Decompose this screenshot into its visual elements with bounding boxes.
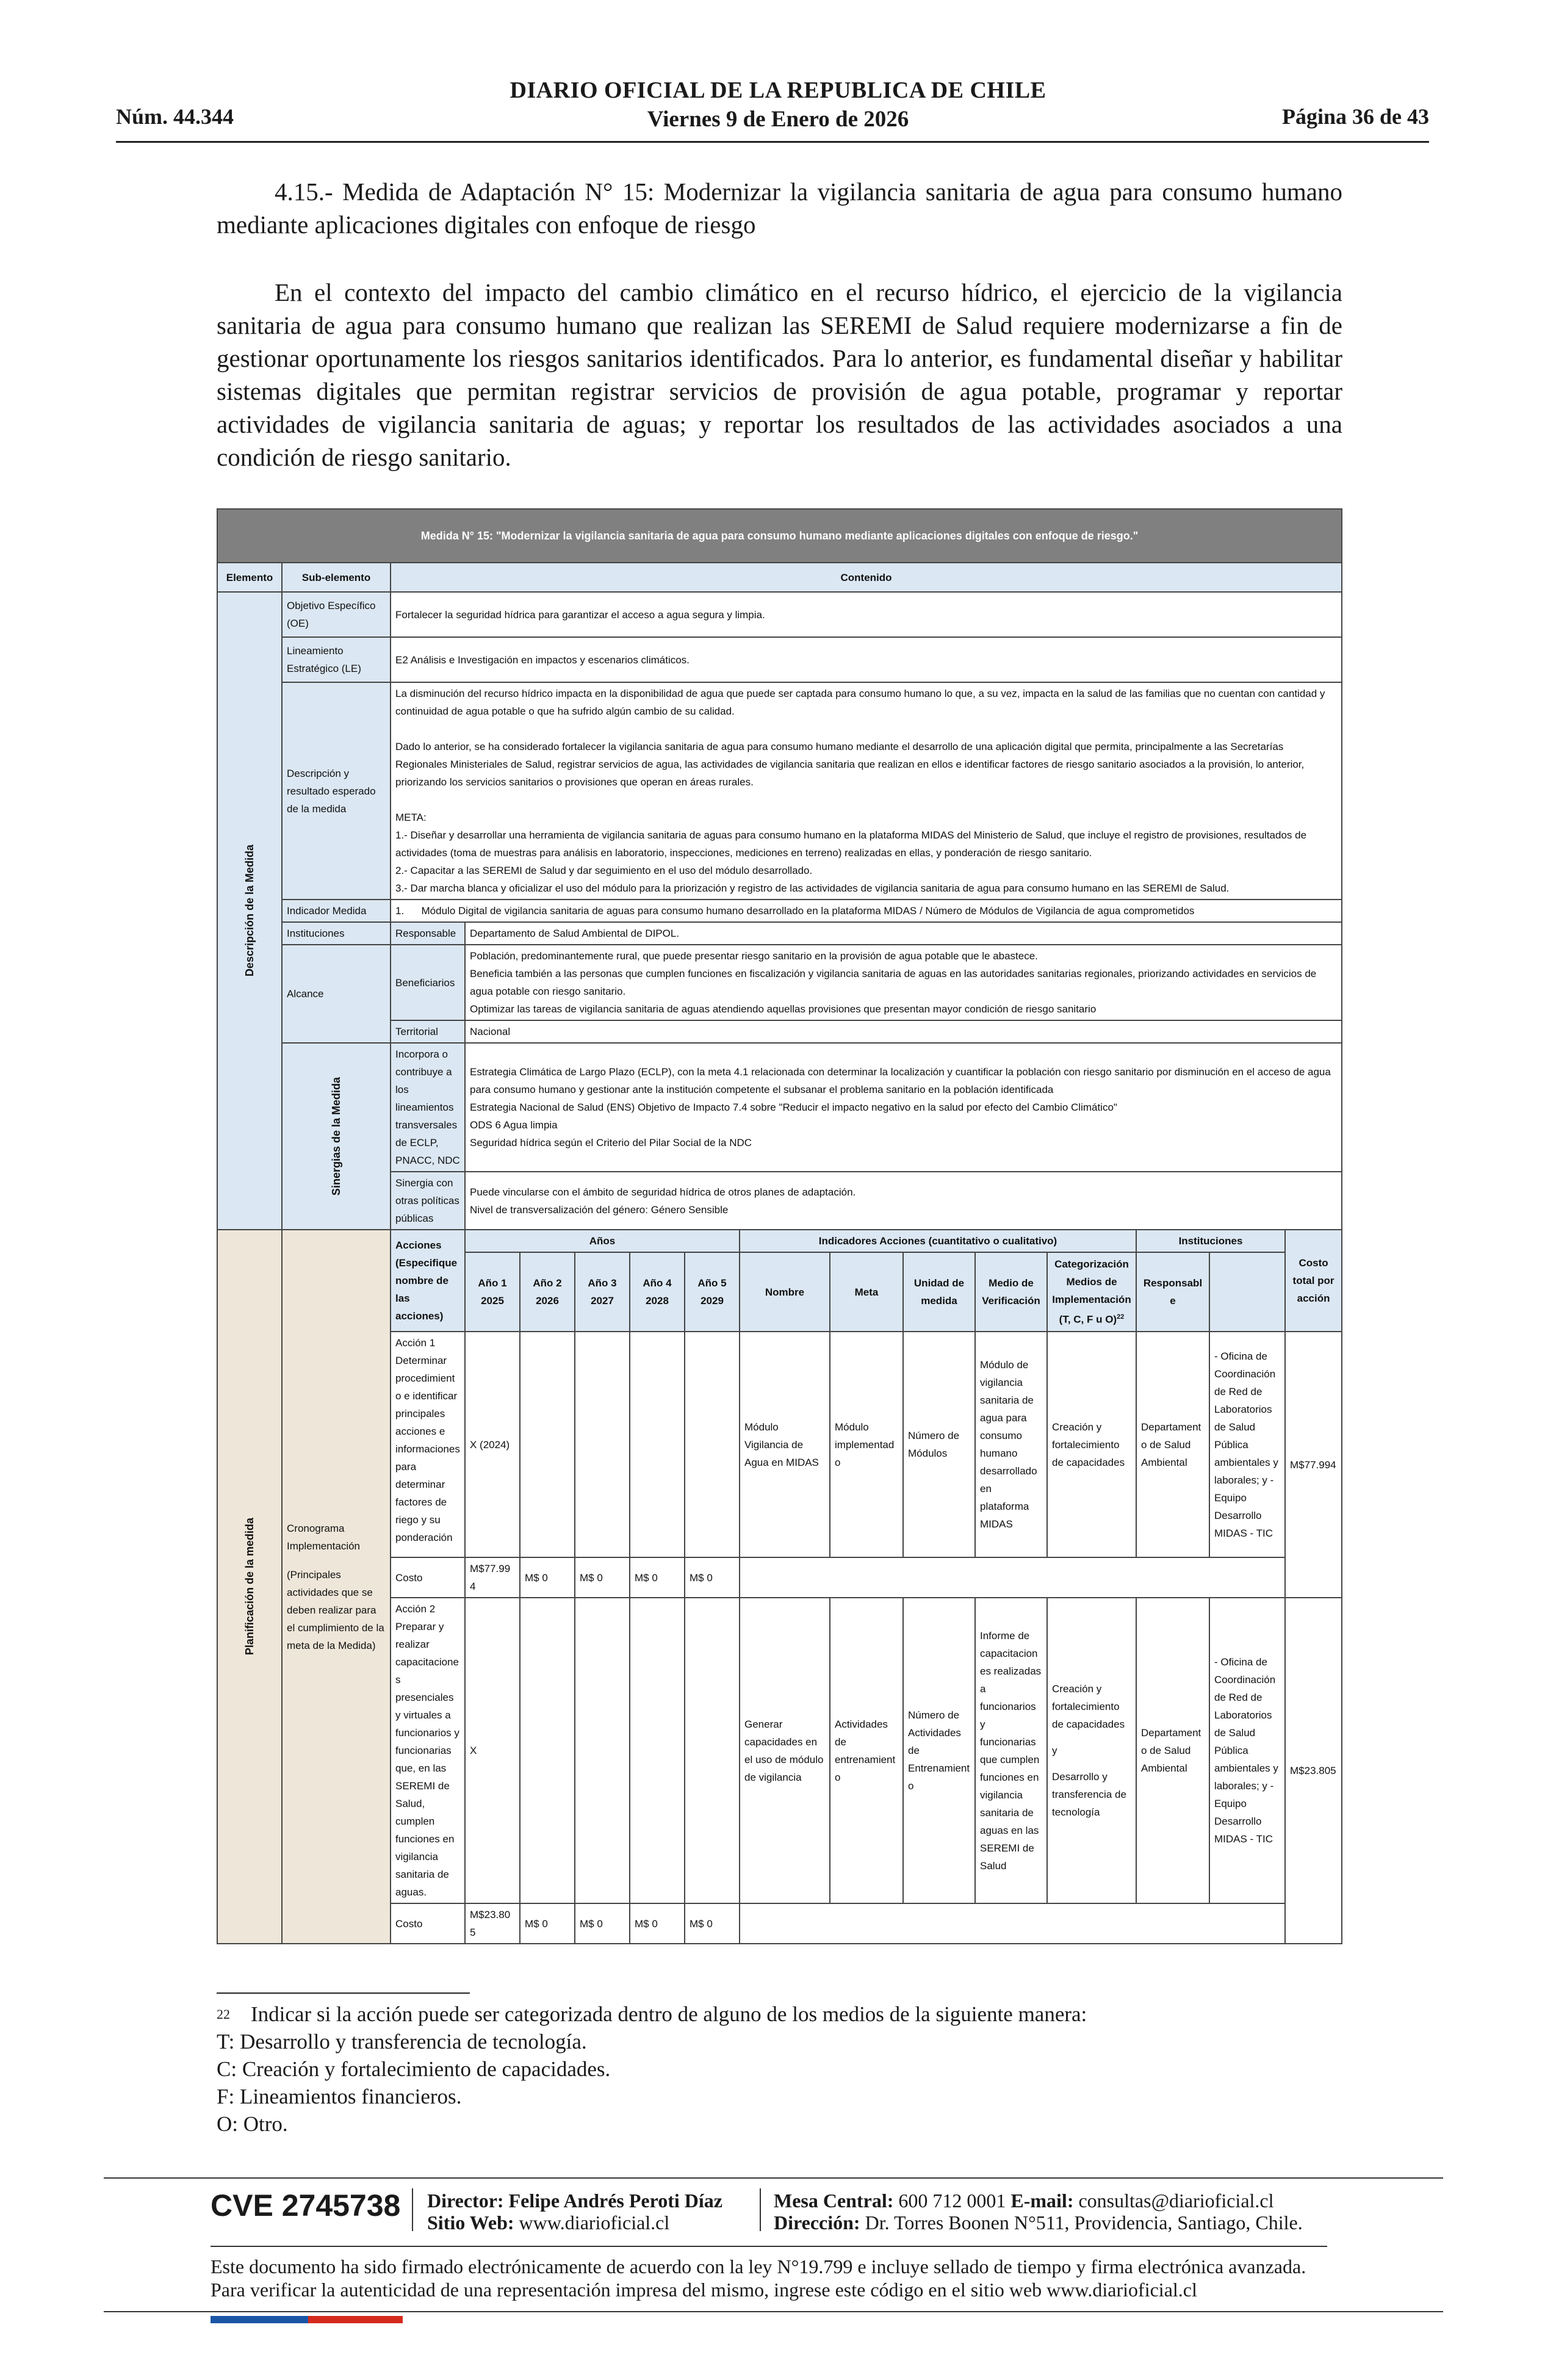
alc-benef-3: Optimizar las tareas de vigilancia sanitaria de aguas atendiendo aquellas provisiones que presentan mayor condición de riesgo sanitario	[470, 1003, 1097, 1015]
crono-label	[282, 1230, 391, 1944]
footer-separator-1	[412, 2188, 413, 2231]
ind-text: 1. Módulo Digital de vigilancia sanitaria de aguas para consumo humano desarrollado en la plataforma MIDAS / Número de Módulos de Vigilancia de agua comprometidos	[391, 900, 1342, 922]
alc-benef-text	[465, 945, 1342, 1020]
section-heading	[217, 175, 1342, 241]
a2-costo-y3: M$ 0	[575, 1903, 630, 1944]
a2-otras: - Oficina de Coordinación de Red de Laboratorios de Salud Pública ambientales y laborales; y - Equipo Desarrollo MIDAS - TIC	[1209, 1598, 1285, 1903]
h-costo: Costo total por acción	[1285, 1230, 1342, 1332]
footer-divider-mid	[211, 2246, 1327, 2247]
footer-director-block	[427, 2190, 722, 2234]
table-title: Medida N° 15: "Modernizar la vigilancia sanitaria de agua para consumo humano mediante aplicaciones digitales con enfoque de riesgo."	[217, 509, 1342, 563]
a2-costo-y2: M$ 0	[520, 1903, 575, 1944]
footnote-intro-text: Indicar si la acción puede ser categorizada dentro de alguno de los medios de la siguiente manera:	[251, 2002, 1087, 2026]
section-heading-text: 4.15.- Medida de Adaptación N° 15: Modernizar la vigilancia sanitaria de agua para consumo humano mediante aplicaciones digitales con enfoque de riesgo	[217, 178, 1342, 239]
a2-categ-1: Creación y fortalecimiento de capacidades	[1052, 1683, 1125, 1730]
a1-costo-y5: M$ 0	[685, 1557, 740, 1598]
h-categ-text: Categorización Medios de Implementación (T, C, F u O)	[1052, 1258, 1131, 1325]
alc-terr-label: Territorial	[391, 1020, 465, 1043]
a1-categ: Creación y fortalecimiento de capacidades	[1047, 1332, 1136, 1557]
a1-unidad: Número de Módulos	[903, 1332, 975, 1557]
col-contenido: Contenido	[391, 563, 1342, 592]
h-year-2: Año 2 2026	[520, 1252, 575, 1332]
masthead	[427, 77, 1129, 132]
h-categ-footnote-ref: 22	[1117, 1313, 1125, 1321]
sin-content	[465, 1043, 1342, 1172]
a2-costo-label: Costo	[391, 1903, 465, 1944]
a2-categ	[1047, 1598, 1136, 1903]
alc-label: Alcance	[282, 945, 391, 1043]
desc-meta-2: 2.- Capacitar a las SEREMI de Salud y dar seguimiento en el uso del módulo desarrollado.	[395, 865, 813, 876]
a1-costo-label: Costo	[391, 1557, 465, 1598]
h-unidad: Unidad de medida	[903, 1252, 975, 1332]
issue-date: Viernes 9 de Enero de 2026	[647, 107, 909, 132]
sin-2: Estrategia Nacional de Salud (ENS) Objetivo de Impacto 7.4 sobre "Reducir el impacto negativo en la salud por efecto del Cambio Climático"	[470, 1102, 1117, 1113]
a1-medio: Módulo de vigilancia sanitaria de agua para consumo humano desarrollado en plataforma MIDAS	[975, 1332, 1047, 1557]
sin-4: Seguridad hídrica según el Criterio del Pilar Social de la NDC	[470, 1137, 752, 1149]
elem-sinergias-label: Sinergias de la Medida	[330, 1076, 342, 1196]
a1-nombre: Módulo Vigilancia de Agua en MIDAS	[740, 1332, 830, 1557]
alc-benef-label: Beneficiarios	[391, 945, 465, 1020]
col-subelemento: Sub-elemento	[282, 563, 391, 592]
a2-categ-2: Desarrollo y transferencia de tecnología	[1052, 1771, 1126, 1818]
elem-planificacion	[217, 1230, 282, 1944]
email-link[interactable]: consultas@diarioficial.cl	[1078, 2190, 1274, 2212]
a1-costo-total: M$77.994	[1285, 1332, 1342, 1598]
footer-legal: Este documento ha sido firmado electrónicamente de acuerdo con la ley N°19.799 e incluye sellado de tiempo y firma electrónica avanzada. Para verificar la autenticidad de una representación impresa del mismo, ingrese este código en el sitio web www.diarioficial.cl	[211, 2256, 1306, 2301]
sin-label: Incorpora o contribuye a los lineamientos transversales de ECLP, PNACC, NDC	[391, 1043, 465, 1172]
direccion-text: Dr. Torres Boonen N°511, Providencia, Santiago, Chile.	[865, 2212, 1303, 2234]
measure-table-grid	[217, 508, 1342, 1944]
h-year-4: Año 4 2028	[630, 1252, 685, 1332]
a1-y5	[685, 1332, 740, 1557]
a1-costo-rest	[740, 1557, 1285, 1598]
a2-costo-y1: M$23.805	[465, 1903, 520, 1944]
h-otras	[1209, 1252, 1285, 1332]
a2-categ-y: y	[1052, 1745, 1057, 1756]
h-year-3: Año 3 2027	[575, 1252, 630, 1332]
ind-label: Indicador Medida	[282, 900, 391, 922]
h-medio: Medio de Verificación	[975, 1252, 1047, 1332]
elem-sinergias	[282, 1043, 391, 1230]
desc-meta-1: 1.- Diseñar y desarrollar una herramienta de vigilancia sanitaria de aguas para consumo humano en la plataforma MIDAS del Ministerio de Salud, que incluye el registro de provisiones, resultados de actividades (toma de muestras para análisis en laboratorio, inspecciones, mediciones en terreno) realizadas en ellas, y ponderación de riesgo sanitario.	[395, 829, 1307, 859]
measure-table	[217, 508, 1341, 1944]
le-text: E2 Análisis e Investigación en impactos y escenarios climáticos.	[391, 637, 1342, 682]
intro-paragraph	[217, 276, 1342, 474]
sitio-link[interactable]: www.diarioficial.cl	[519, 2212, 670, 2234]
a2-accion: Acción 2 Preparar y realizar capacitaciones presenciales y virtuales a funcionarios y funcionarias que, en las SEREMI de Salud, cumplen funciones en vigilancia sanitaria de aguas.	[391, 1598, 465, 1903]
crono-subtitle: (Principales actividades que se deben realizar para el cumplimiento de la meta de la Medida)	[287, 1568, 384, 1651]
mesa-label: Mesa Central:	[774, 2190, 894, 2212]
elem-planificacion-label: Planificación de la medida	[243, 1518, 256, 1656]
h-instituciones: Instituciones	[1136, 1230, 1285, 1252]
page-indicator: Página 36 de 43	[1281, 104, 1429, 129]
alc-terr-text: Nacional	[465, 1020, 1342, 1043]
director-label: Director:	[427, 2190, 504, 2212]
footnote-c: C: Creación y fortalecimiento de capacidades.	[217, 2057, 611, 2081]
sinpol-1: Puede vincularse con el ámbito de seguridad hídrica de otros planes de adaptación.	[470, 1186, 856, 1198]
desc-meta: META:	[395, 812, 427, 823]
footnote-divider	[217, 1992, 470, 1994]
a2-costo-y4: M$ 0	[630, 1903, 685, 1944]
sinpol-2: Nivel de transversalización del género: Género Sensible	[470, 1203, 729, 1216]
h-indicadores: Indicadores Acciones (cuantitativo o cualitativo)	[740, 1230, 1136, 1252]
a2-costo-total: M$23.805	[1285, 1598, 1342, 1944]
a1-y1: X (2024)	[465, 1332, 520, 1557]
inst-resp-text: Departamento de Salud Ambiental de DIPOL.	[465, 922, 1342, 945]
footnote-o: O: Otro.	[217, 2112, 288, 2136]
footer-contact-block	[774, 2190, 1303, 2234]
footnote	[217, 2000, 1376, 2138]
footnote-f: F: Lineamientos financieros.	[217, 2085, 462, 2108]
a1-costo-y4: M$ 0	[630, 1557, 685, 1598]
crono-title: Cronograma Implementación	[287, 1522, 361, 1552]
h-categ	[1047, 1252, 1136, 1332]
desc-content	[391, 682, 1342, 900]
header-divider	[116, 141, 1429, 143]
email-label: E-mail:	[1010, 2190, 1074, 2212]
a1-otras: - Oficina de Coordinación de Red de Laboratorios de Salud Pública ambientales y laborales; y - Equipo Desarrollo MIDAS - TIC	[1209, 1332, 1285, 1557]
a1-y4	[630, 1332, 685, 1557]
a1-y2	[520, 1332, 575, 1557]
inst-resp-label: Responsable	[391, 922, 465, 945]
a1-costo-y2: M$ 0	[520, 1557, 575, 1598]
mesa-phone: 600 712 0001	[898, 2190, 1006, 2212]
desc-label: Descripción y resultado esperado de la medida	[282, 682, 391, 900]
a2-y2	[520, 1598, 575, 1903]
elem-descripcion	[217, 592, 282, 1230]
desc-p2: Dado lo anterior, se ha considerado fortalecer la vigilancia sanitaria de agua para consumo humano mediante el desarrollo de una aplicación digital que permita, principalmente a las Secretarías Regionales Ministeriales de Salud, registrar servicios de agua, las actividades de vigilancia sanitaria que realizan en ellos e identificar factores de riesgo sanitario asociados a la provisión, lo anterior, priorizando los servicios sanitarios o provisiones que operan en áreas rurales.	[395, 741, 1305, 788]
a2-y5	[685, 1598, 740, 1903]
h-responsable: Responsable	[1136, 1252, 1209, 1332]
a2-costo-rest	[740, 1903, 1285, 1944]
footnote-t: T: Desarrollo y transferencia de tecnología.	[217, 2030, 587, 2054]
a2-unidad: Número de Actividades de Entrenamiento	[903, 1598, 975, 1903]
director-name: Felipe Andrés Peroti Díaz	[508, 2190, 722, 2212]
a2-y3	[575, 1598, 630, 1903]
a1-responsable: Departamento de Salud Ambiental	[1136, 1332, 1209, 1557]
a1-costo-y1: M$77.994	[465, 1557, 520, 1598]
elem-descripcion-label: Descripción de la Medida	[243, 845, 256, 977]
oe-text: Fortalecer la seguridad hídrica para garantizar el acceso a agua segura y limpia.	[391, 592, 1342, 637]
alc-benef-1: Población, predominantemente rural, que puede presentar riesgo sanitario en la provisión de agua potable que le abastece.	[470, 950, 1038, 962]
h-year-5: Año 5 2029	[685, 1252, 740, 1332]
le-label: Lineamiento Estratégico (LE)	[282, 637, 391, 682]
desc-p1: La disminución del recurso hídrico impacta en la disponibilidad de agua que puede ser captada para consumo humano lo que, a su vez, impacta en la salud de las familias que no cuentan con cantidad y continuidad de agua potable o que ha sufrido algún cambio de su calidad.	[395, 688, 1325, 717]
footer-divider-bottom	[104, 2311, 1443, 2312]
sinpol-content	[465, 1172, 1342, 1230]
a1-meta: Módulo implementado	[830, 1332, 903, 1557]
h-meta: Meta	[830, 1252, 903, 1332]
footer-separator-2	[760, 2188, 761, 2231]
inst-label: Instituciones	[282, 922, 391, 945]
h-year-1: Año 1 2025	[465, 1252, 520, 1332]
sin-1: Estrategia Climática de Largo Plazo (ECLP), con la meta 4.1 relacionada con determinar la localización y cuantificar la población con riesgo sanitario por disminución en el acceso de agua para consumo humano y gestionar ante la institución competente el subsanar el problema sanitario en la población identificada	[470, 1066, 1331, 1095]
flag-stripe-red	[308, 2316, 403, 2323]
a2-costo-y5: M$ 0	[685, 1903, 740, 1944]
desc-meta-3: 3.- Dar marcha blanca y oficializar el uso del módulo para la priorización y registro de las actividades de vigilancia sanitaria de agua para consumo humano en las SEREMI de Salud.	[395, 882, 1230, 894]
col-elemento: Elemento	[217, 563, 282, 592]
intro-paragraph-text: En el contexto del impacto del cambio climático en el recurso hídrico, el ejercicio de la vigilancia sanitaria de agua para consumo humano que realizan las SEREMI de Salud requiere modernizarse a fin de gestionar oportunamente los riesgos sanitarios identificados. Para lo anterior, es fundamental diseñar y habilitar sistemas digitales que permitan registrar servicios de provisión de agua potable, programar y reportar actividades de vigilancia sanitaria de aguas; y reportar los resultados de las actividades asociados a una condición de riesgo sanitario.	[217, 278, 1342, 471]
footer-divider-top	[104, 2177, 1443, 2179]
flag-stripe-blue	[211, 2316, 308, 2323]
a2-meta: Actividades de entrenamiento	[830, 1598, 903, 1903]
sin-3: ODS 6 Agua limpia	[470, 1119, 558, 1131]
h-nombre: Nombre	[740, 1252, 830, 1332]
oe-label: Objetivo Específico (OE)	[282, 592, 391, 637]
a2-medio: Informe de capacitaciones realizadas a funcionarios y funcionarias que cumplen funciones en vigilancia sanitaria de aguas en las SEREMI de Salud	[975, 1598, 1047, 1903]
newspaper-title: DIARIO OFICIAL DE LA REPUBLICA DE CHILE	[510, 78, 1046, 103]
h-acciones: Acciones (Especifique nombre de las acciones)	[391, 1230, 465, 1332]
sitio-label: Sitio Web:	[427, 2212, 514, 2234]
issue-number: Núm. 44.344	[116, 104, 234, 129]
footnote-number: 22	[217, 2007, 230, 2022]
a2-responsable: Departamento de Salud Ambiental	[1136, 1598, 1209, 1903]
a1-accion: Acción 1 Determinar procedimiento e identificar principales acciones e informaciones para determinar factores de riego y su ponderación	[391, 1332, 465, 1557]
footnote-intro	[217, 2000, 1376, 2028]
a2-y4	[630, 1598, 685, 1903]
h-anos: Años	[465, 1230, 740, 1252]
direccion-label: Dirección:	[774, 2212, 860, 2234]
cve-code: CVE 2745738	[211, 2188, 401, 2223]
a2-y1: X	[465, 1598, 520, 1903]
a1-costo-y3: M$ 0	[575, 1557, 630, 1598]
a2-nombre: Generar capacidades en el uso de módulo de vigilancia	[740, 1598, 830, 1903]
sinpol-label: Sinergia con otras políticas públicas	[391, 1172, 465, 1230]
a1-y3	[575, 1332, 630, 1557]
alc-benef-2: Beneficia también a las personas que cumplen funciones en fiscalización y vigilancia sanitaria de aguas en las autoridades sanitarias regionales, priorizando actividades en servicios de agua potable con riesgo sanitario.	[470, 968, 1317, 997]
